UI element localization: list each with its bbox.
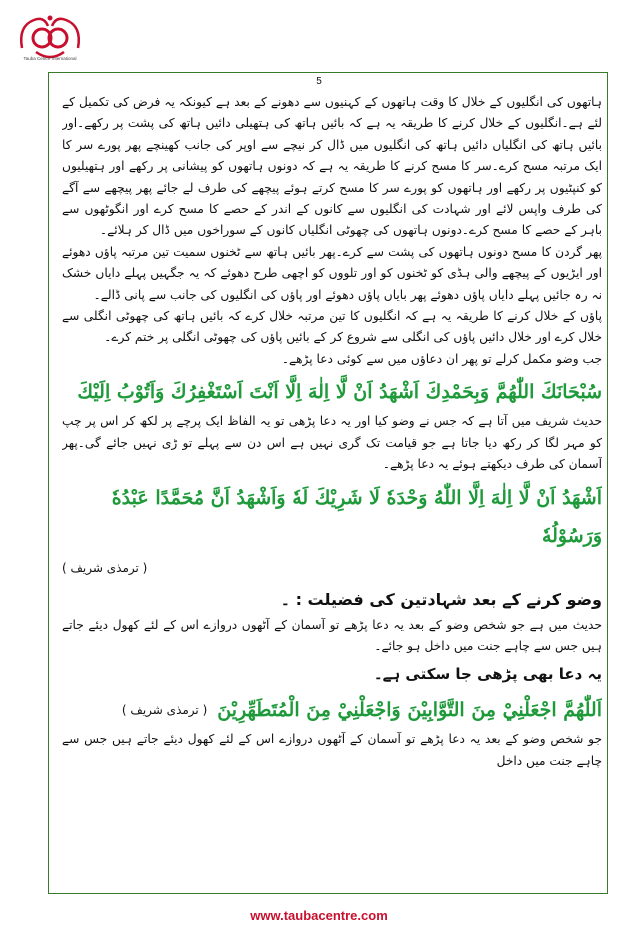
arabic-dua-2: اَشْهَدُ اَنْ لَّا اِلٰهَ اِلَّا اللّٰهُ وَحْدَهٗ لَا شَرِيْكَ لَهٗ وَاَشْهَدُ اَنَّ مُحَمَّدًا عَبْدُهٗ وَرَسُوْلُهٗ [111,486,602,547]
paragraph-3: پاؤں کے خلال کرنے کا طریقہ یہ ہے کہ انگلیوں کا تین مرتبہ خلال کرے کہ بائیں ہاتھ کی چھوٹی انگلی سے خلال کرے اور خلال دائیں پاؤں کی انگلی سے شروع کر کے بائیں پاؤں کی چھوٹی انگلی پر ختم کرے۔ [62,309,602,345]
last-line: جو شخص وضو کے بعد یہ دعا پڑھے تو آسمان کے آٹھوں دروازے اس کے لئے کھول دیئے جاتے ہیں جس سے چاہے جنت میں داخل [62,732,602,768]
citation-2: ( ترمذی شریف ) [121,703,208,718]
hadith-1: حدیث شریف میں آتا ہے کہ جس نے وضو کیا اور یہ دعا پڑھی تو یہ الفاظ ایک پرچے پر لکھ کر اس پر چپ کو مہر لگا کر رکھ دیا جاتا ہے جو قیامت تک گری نہیں ہے اس دن سے پہلے تو ڑی نہیں جائے گی۔پھر آسمان کی طرف دیکھتے ہوئے یہ دعا پڑھے۔ [62,414,602,472]
dua-3-row [62,691,602,729]
paragraph-2: پھر گردن کا مسح دونوں ہاتھوں کی پشت سے کرے۔پھر بائیں ہاتھ سے ٹخنوں سمیت تین مرتبہ پاؤں دھوئے اور ایڑیوں کے پیچھے والی ہڈی کو ٹخنوں کو اور تلووں کو اچھی طرح دھوئے کہ یہ جگہیں پہلے دایاں خشک نہ رہ جائیں پہلے دایاں پاؤں دھوئے پھر بایاں پاؤں دھوئے اور پاؤں کی انگلیوں کی جانب سے پانی ڈالے۔ [62,244,602,302]
paragraph-4: جب وضو مکمل کرلے تو پھر ان دعاؤں میں سے کوئی دعا پڑھے۔ [281,351,602,366]
page-number: 5 [316,76,322,87]
arabic-dua-3: اَللّٰهُمَّ اجْعَلْنِيْ مِنَ التَّوَّابِيْنَ وَاجْعَلْنِيْ مِنَ الْمُتَطَهِّرِيْنَ [217,699,602,722]
hadith-2: حدیث میں ہے جو شخص وضو کے بعد یہ دعا پڑھے تو آسمان کے آٹھوں دروازے اس کے لئے کھول دیئے جاتے ہیں جس سے چاہے جنت میں داخل ہو جائے۔ [62,617,602,653]
page-content [62,92,602,887]
logo-caption: Tauba Centre International [23,56,77,61]
citation-1: ( ترمذی شریف ) [62,560,148,575]
arabic-dua-1: سُبْحَانَكَ اللّٰهُمَّ وَبِحَمْدِكَ اَشْهَدُ اَنْ لَّا اِلٰهَ اِلَّا اَنْتَ اَسْتَغْفِرُكَ وَاَتُوْبُ اِلَيْكَ [77,381,602,404]
section-heading: وضو کرنے کے بعد شہادتین کی فضیلت : ۔ [280,589,602,609]
paragraph-1: ہاتھوں کی انگلیوں کے خلال کا وقت ہاتھوں کے کہنیوں سے دھونے کے بعد ہے کیونکہ یہ فرض کی تکمیل کے لئے ہے۔انگلیوں کے خلال کرنے کا طریقہ یہ ہے کہ بائیں ہاتھ کی ہتھیلی دائیں ہاتھ کی پشت پر رکھے۔اور بائیں ہاتھ کی انگلیاں دائیں ہاتھ کی انگلیوں میں ڈال کر نیچے سے اوپر کی جانب کھینچے پھر پورے سر کا ایک مرتبہ مسح کرے۔سر کا مسح کرنے کا طریقہ یہ ہے کہ دونوں ہاتھوں کو پیشانی پر رکھے اور ہتھیلیوں کو کنپٹیوں پر رکھے اور ہاتھوں کو پورے سر کا مسح کرتے ہوئے پیچھے کی طرف لے جائے پھر پیچھے سے آگے کی طرف واپس لائے اور شہادت کی انگلیوں سے کانوں کے اندر کے حصے کا مسح کرے اور انگوٹھوں سے باہر کے حصے کا مسح کرے۔دونوں ہاتھوں کی چھوٹی انگلیاں کانوں کے سوراخوں میں ڈال کر ہلائے۔ [62,95,602,238]
website-footer: www.taubacentre.com [250,908,388,923]
sub-heading: یہ دعا بھی پڑھی جا سکتی ہے۔ [373,665,602,684]
